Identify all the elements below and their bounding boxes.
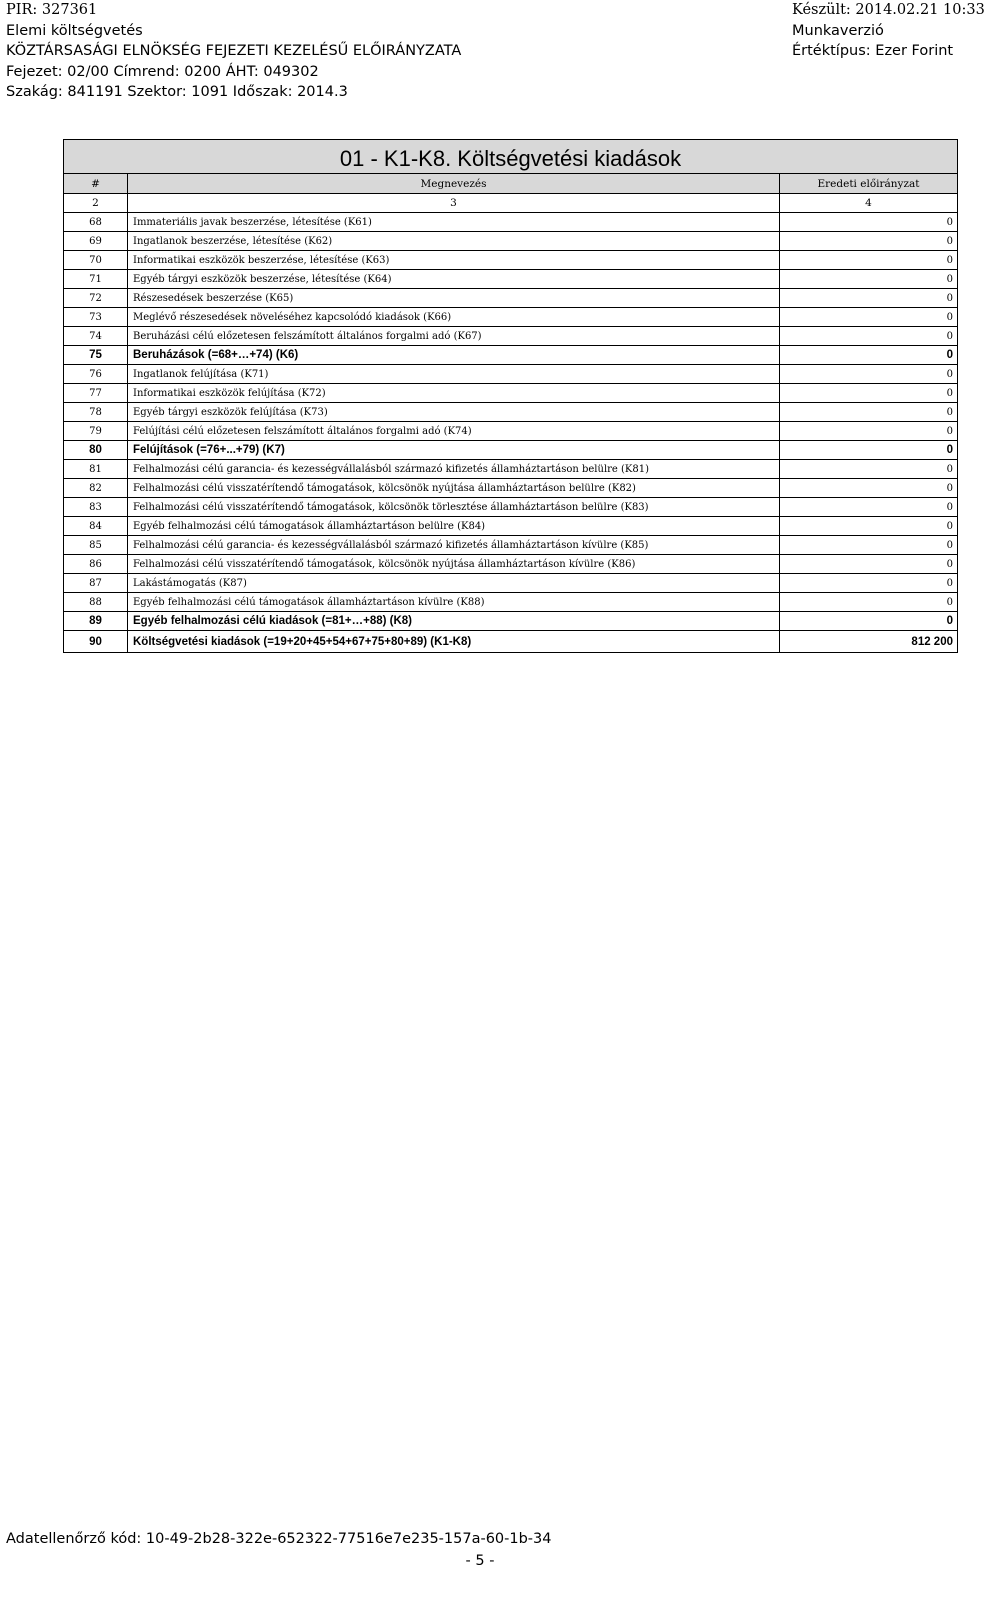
row-number: 84 xyxy=(64,517,128,536)
row-name: Felújítási célú előzetesen felszámított általános forgalmi adó (K74) xyxy=(128,422,780,441)
table-row xyxy=(64,460,958,479)
row-number: 75 xyxy=(64,346,128,365)
page-number: - 5 - xyxy=(465,1553,495,1569)
table-row xyxy=(64,593,958,612)
table-row xyxy=(64,251,958,270)
row-name: Ingatlanok felújítása (K71) xyxy=(128,365,780,384)
col-index-value: 4 xyxy=(780,194,958,213)
row-value: 0 xyxy=(780,517,958,536)
table-row xyxy=(64,232,958,251)
col-index-name: 3 xyxy=(128,194,780,213)
row-value: 0 xyxy=(780,460,958,479)
row-value: 0 xyxy=(780,422,958,441)
col-header-original-appropriation: Eredeti előirányzat xyxy=(780,174,958,194)
row-number: 69 xyxy=(64,232,128,251)
table-row xyxy=(64,612,958,631)
row-number: 79 xyxy=(64,422,128,441)
budget-table xyxy=(63,139,958,653)
validation-code: Adatellenőrző kód: 10-49-2b28-322e-652322-77516e7e235-157a-60-1b-34 xyxy=(6,1531,552,1547)
table-row xyxy=(64,631,958,653)
row-name: Lakástámogatás (K87) xyxy=(128,574,780,593)
row-value: 0 xyxy=(780,384,958,403)
row-name: Egyéb tárgyi eszközök beszerzése, létesítése (K64) xyxy=(128,270,780,289)
table-row xyxy=(64,574,958,593)
table-row xyxy=(64,441,958,460)
table-row xyxy=(64,346,958,365)
row-value: 812 200 xyxy=(780,631,958,653)
table-row xyxy=(64,308,958,327)
row-number: 68 xyxy=(64,213,128,232)
table-row xyxy=(64,479,958,498)
row-value: 0 xyxy=(780,308,958,327)
row-name: Felhalmozási célú garancia- és kezességvállalásból származó kifizetés államháztartáson belülre (K81) xyxy=(128,460,780,479)
table-row xyxy=(64,498,958,517)
budget-table-wrapper xyxy=(63,139,957,653)
row-value: 0 xyxy=(780,327,958,346)
table-row xyxy=(64,555,958,574)
row-number: 80 xyxy=(64,441,128,460)
row-name: Beruházások (=68+…+74) (K6) xyxy=(128,346,780,365)
header-right xyxy=(792,0,985,62)
header-doc-type: Elemi költségvetés xyxy=(6,22,143,39)
row-number: 88 xyxy=(64,593,128,612)
header-created: Készült: 2014.02.21 10:33 xyxy=(792,2,985,18)
header-pir: PIR: 327361 xyxy=(6,2,98,18)
row-number: 77 xyxy=(64,384,128,403)
row-value: 0 xyxy=(780,555,958,574)
header-sector: Szakág: 841191 Szektor: 1091 Időszak: 2014.3 xyxy=(6,84,348,100)
row-name: Informatikai eszközök beszerzése, létesítése (K63) xyxy=(128,251,780,270)
header-value-type: Értéktípus: Ezer Forint xyxy=(792,43,954,59)
col-header-name: Megnevezés xyxy=(128,174,780,194)
column-index-row xyxy=(64,194,958,213)
row-name: Felhalmozási célú garancia- és kezességvállalásból származó kifizetés államháztartáson kívülre (K85) xyxy=(128,536,780,555)
row-value: 0 xyxy=(780,403,958,422)
row-number: 85 xyxy=(64,536,128,555)
col-header-number: # xyxy=(64,174,128,194)
table-header-row xyxy=(64,174,958,194)
row-number: 90 xyxy=(64,631,128,653)
table-row xyxy=(64,289,958,308)
header-chapter: Fejezet: 02/00 Címrend: 0200 ÁHT: 049302 xyxy=(6,63,319,80)
table-row xyxy=(64,403,958,422)
row-name: Egyéb felhalmozási célú támogatások államháztartáson belülre (K84) xyxy=(128,517,780,536)
row-value: 0 xyxy=(780,251,958,270)
row-name: Egyéb tárgyi eszközök felújítása (K73) xyxy=(128,403,780,422)
row-number: 70 xyxy=(64,251,128,270)
table-row xyxy=(64,270,958,289)
row-value: 0 xyxy=(780,232,958,251)
table-row xyxy=(64,422,958,441)
row-name: Felhalmozási célú visszatérítendő támogatások, kölcsönök nyújtása államháztartáson kívülre (K86) xyxy=(128,555,780,574)
row-value: 0 xyxy=(780,593,958,612)
table-row xyxy=(64,213,958,232)
row-number: 82 xyxy=(64,479,128,498)
row-name: Beruházási célú előzetesen felszámított általános forgalmi adó (K67) xyxy=(128,327,780,346)
row-value: 0 xyxy=(780,536,958,555)
row-value: 0 xyxy=(780,574,958,593)
row-value: 0 xyxy=(780,365,958,384)
row-number: 71 xyxy=(64,270,128,289)
col-index-number: 2 xyxy=(64,194,128,213)
row-name: Egyéb felhalmozási célú kiadások (=81+…+88) (K8) xyxy=(128,612,780,631)
header-institution: KÖZTÁRSASÁGI ELNÖKSÉG FEJEZETI KEZELÉSŰ ELŐIRÁNYZATA xyxy=(6,43,462,59)
row-number: 81 xyxy=(64,460,128,479)
row-number: 78 xyxy=(64,403,128,422)
row-number: 72 xyxy=(64,289,128,308)
row-number: 73 xyxy=(64,308,128,327)
table-row xyxy=(64,517,958,536)
row-number: 74 xyxy=(64,327,128,346)
row-number: 89 xyxy=(64,612,128,631)
table-row xyxy=(64,327,958,346)
row-name: Egyéb felhalmozási célú támogatások államháztartáson kívülre (K88) xyxy=(128,593,780,612)
header-version: Munkaverzió xyxy=(792,22,884,39)
row-value: 0 xyxy=(780,346,958,365)
row-value: 0 xyxy=(780,612,958,631)
row-name: Részesedések beszerzése (K65) xyxy=(128,289,780,308)
row-name: Ingatlanok beszerzése, létesítése (K62) xyxy=(128,232,780,251)
row-name: Meglévő részesedések növeléséhez kapcsolódó kiadások (K66) xyxy=(128,308,780,327)
row-name: Immateriális javak beszerzése, létesítése (K61) xyxy=(128,213,780,232)
header-left xyxy=(6,0,461,103)
table-row xyxy=(64,365,958,384)
row-value: 0 xyxy=(780,270,958,289)
table-title: 01 - K1-K8. Költségvetési kiadások xyxy=(64,140,958,174)
row-value: 0 xyxy=(780,441,958,460)
row-number: 86 xyxy=(64,555,128,574)
row-name: Felhalmozási célú visszatérítendő támogatások, kölcsönök törlesztése államháztartáson belülre (K83) xyxy=(128,498,780,517)
row-number: 76 xyxy=(64,365,128,384)
row-name: Felújítások (=76+...+79) (K7) xyxy=(128,441,780,460)
table-row xyxy=(64,536,958,555)
row-name: Felhalmozási célú visszatérítendő támogatások, kölcsönök nyújtása államháztartáson belülre (K82) xyxy=(128,479,780,498)
row-value: 0 xyxy=(780,289,958,308)
table-row xyxy=(64,384,958,403)
row-number: 83 xyxy=(64,498,128,517)
row-value: 0 xyxy=(780,479,958,498)
row-value: 0 xyxy=(780,498,958,517)
table-title-row xyxy=(64,140,958,174)
row-name: Informatikai eszközök felújítása (K72) xyxy=(128,384,780,403)
row-value: 0 xyxy=(780,213,958,232)
row-number: 87 xyxy=(64,574,128,593)
row-name: Költségvetési kiadások (=19+20+45+54+67+75+80+89) (K1-K8) xyxy=(128,631,780,653)
